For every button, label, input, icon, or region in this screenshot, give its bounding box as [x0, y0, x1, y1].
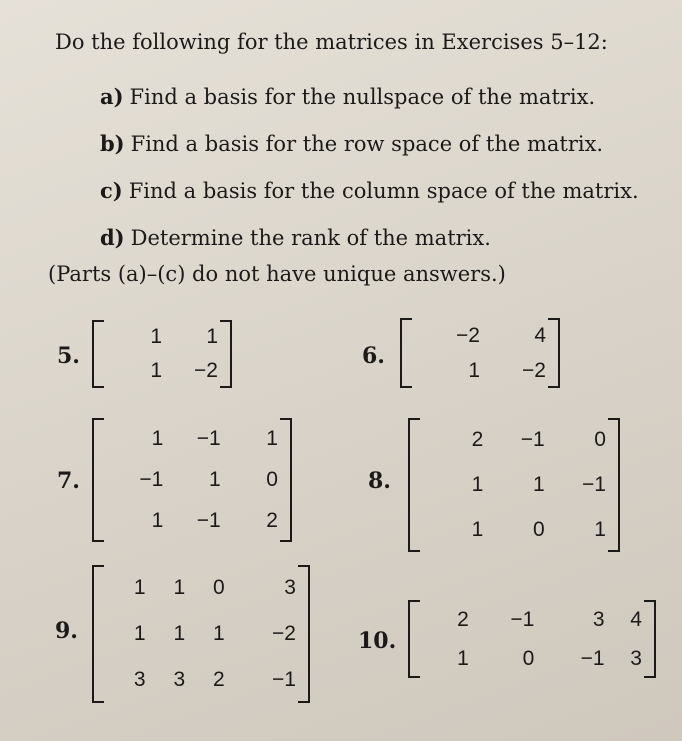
matrix-cell: 1: [133, 622, 146, 645]
right-bracket: [220, 320, 232, 388]
exercise-8-matrix: [408, 418, 620, 552]
matrix-cell: 1: [206, 325, 218, 348]
matrix-cell: 1: [471, 472, 484, 496]
part-b-text: Find a basis for the row space of the matrix.: [130, 132, 604, 156]
exercise-10-number: 10.: [358, 628, 397, 654]
exercise-8-number: 8.: [368, 468, 391, 494]
exercise-10-matrix: [408, 600, 656, 678]
right-bracket: [280, 418, 292, 542]
matrix-cell: 1: [471, 517, 484, 541]
left-bracket: [92, 565, 104, 703]
exercise-7-number: 7.: [57, 468, 80, 494]
matrix-cell: 1: [151, 509, 164, 533]
matrix-cell: 1: [213, 622, 225, 645]
matrix-cell: −1: [582, 472, 606, 496]
matrix-cell: 0: [266, 467, 278, 491]
matrix-cell: 1: [266, 426, 278, 450]
exercise-6-number: 6.: [362, 343, 385, 369]
matrix-grid: [106, 565, 296, 703]
part-a: [100, 84, 595, 109]
matrix-cell: 1: [133, 576, 146, 599]
matrix-cell: −2: [194, 359, 218, 382]
matrix-cell: 0: [594, 428, 606, 452]
matrix-grid: [106, 418, 278, 542]
matrix-cell: 3: [630, 646, 642, 670]
matrix-cell: 1: [208, 467, 221, 491]
exercise-5-matrix: [92, 320, 232, 388]
matrix-cell: 1: [457, 646, 469, 670]
matrix-cell: −2: [456, 323, 480, 347]
matrix-cell: 1: [468, 358, 480, 382]
matrix-cell: 1: [173, 576, 186, 599]
matrix-cell: 3: [284, 576, 296, 599]
part-d-label: d): [100, 225, 125, 250]
matrix-cell: 2: [213, 668, 225, 691]
note: (Parts (a)–(c) do not have unique answers.): [48, 262, 506, 286]
matrix-cell: 1: [173, 622, 186, 645]
matrix-grid: [414, 318, 546, 388]
matrix-cell: 3: [173, 668, 186, 691]
matrix-cell: 0: [213, 576, 225, 599]
matrix-cell: −1: [196, 509, 221, 533]
part-d-text: Determine the rank of the matrix.: [130, 226, 491, 250]
matrix-cell: 2: [457, 607, 469, 631]
part-a-text: Find a basis for the nullspace of the matrix.: [129, 85, 596, 109]
matrix-cell: −1: [580, 646, 605, 670]
left-bracket: [408, 600, 420, 678]
part-c-text: Find a basis for the column space of the matrix.: [128, 179, 639, 203]
left-bracket: [92, 418, 104, 542]
matrix-cell: −2: [522, 358, 546, 382]
matrix-cell: −1: [196, 426, 221, 450]
matrix-cell: 1: [150, 359, 162, 382]
matrix-cell: 0: [522, 646, 535, 670]
exercise-6-matrix: [400, 318, 560, 388]
left-bracket: [400, 318, 412, 388]
matrix-cell: 1: [532, 472, 545, 496]
matrix-cell: 3: [133, 668, 146, 691]
matrix-cell: −1: [510, 607, 535, 631]
right-bracket: [644, 600, 656, 678]
matrix-cell: 4: [534, 323, 546, 347]
exercise-9-matrix: [92, 565, 310, 703]
matrix-cell: 4: [630, 607, 642, 631]
matrix-cell: 1: [594, 517, 606, 541]
matrix-cell: 1: [151, 426, 164, 450]
right-bracket: [548, 318, 560, 388]
part-c-label: c): [100, 178, 123, 203]
left-bracket: [92, 320, 104, 388]
right-bracket: [298, 565, 310, 703]
exercise-7-matrix: [92, 418, 292, 542]
matrix-grid: [106, 320, 218, 388]
matrix-cell: −2: [272, 622, 296, 645]
exercise-5-number: 5.: [57, 343, 80, 369]
matrix-cell: 3: [592, 607, 605, 631]
matrix-cell: −1: [520, 428, 545, 452]
part-b-label: b): [100, 131, 125, 156]
matrix-cell: 2: [471, 428, 484, 452]
part-d: [100, 225, 491, 250]
part-c: [100, 178, 639, 203]
exercise-instructions: Do the following for the matrices in Exercises 5–12:: [55, 30, 608, 54]
matrix-grid: [422, 600, 642, 678]
right-bracket: [608, 418, 620, 552]
matrix-grid: [422, 418, 606, 552]
matrix-cell: −1: [272, 668, 296, 691]
matrix-cell: 0: [532, 517, 545, 541]
part-a-label: a): [100, 84, 124, 109]
left-bracket: [408, 418, 420, 552]
matrix-cell: −1: [139, 467, 164, 491]
exercise-9-number: 9.: [55, 618, 78, 644]
matrix-cell: 1: [150, 325, 162, 348]
part-b: [100, 131, 603, 156]
matrix-cell: 2: [266, 509, 278, 533]
